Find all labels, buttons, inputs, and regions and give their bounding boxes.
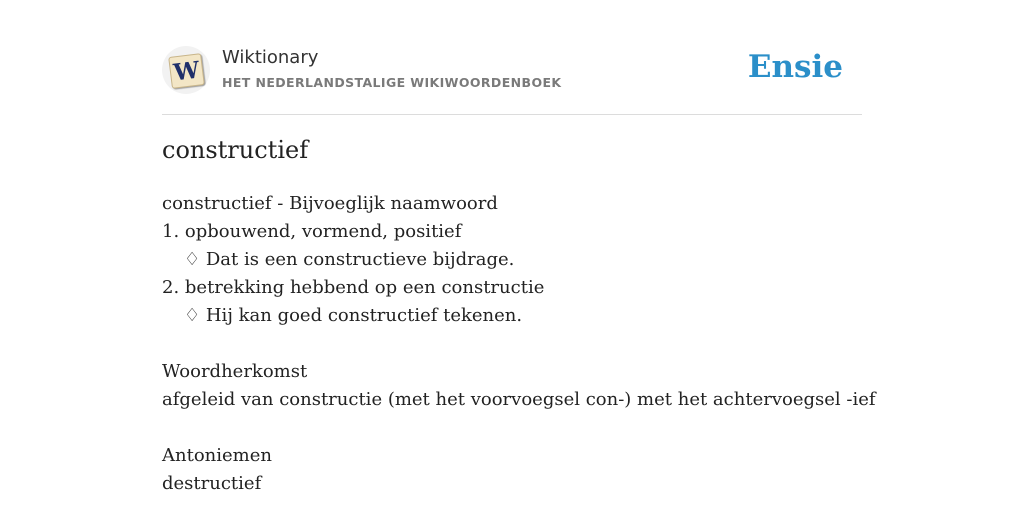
sense-2-definition: 2. betrekking hebbend op een constructie <box>162 277 545 298</box>
page-title: constructief <box>162 136 309 164</box>
etymology-heading: Woordherkomst <box>162 361 308 382</box>
spacer <box>162 414 862 442</box>
sense-1-definition: 1. opbouwend, vormend, positief <box>162 221 462 242</box>
ensie-brand-logo[interactable]: Ensie <box>747 49 843 85</box>
part-of-speech-line: constructief - Bijvoeglijk naamwoord <box>162 193 498 214</box>
w-tile-icon: W <box>168 53 205 89</box>
sense-1-example: ♢ Dat is een constructieve bijdrage. <box>184 249 515 270</box>
site-title[interactable]: Wiktionary <box>222 47 319 68</box>
spacer <box>162 330 862 358</box>
etymology-text: afgeleid van constructie (met het voorvoegsel con-) met het achtervoegsel -ief <box>162 389 876 410</box>
entry-body <box>162 190 876 498</box>
antonyms-text: destructief <box>162 473 262 494</box>
sense-2-example: ♢ Hij kan goed constructief tekenen. <box>184 305 523 326</box>
wiktionary-logo[interactable] <box>162 46 210 94</box>
site-subtitle: HET NEDERLANDSTALIGE WIKIWOORDENBOEK <box>222 75 562 90</box>
site-header <box>162 44 862 115</box>
antonyms-heading: Antoniemen <box>162 445 272 466</box>
